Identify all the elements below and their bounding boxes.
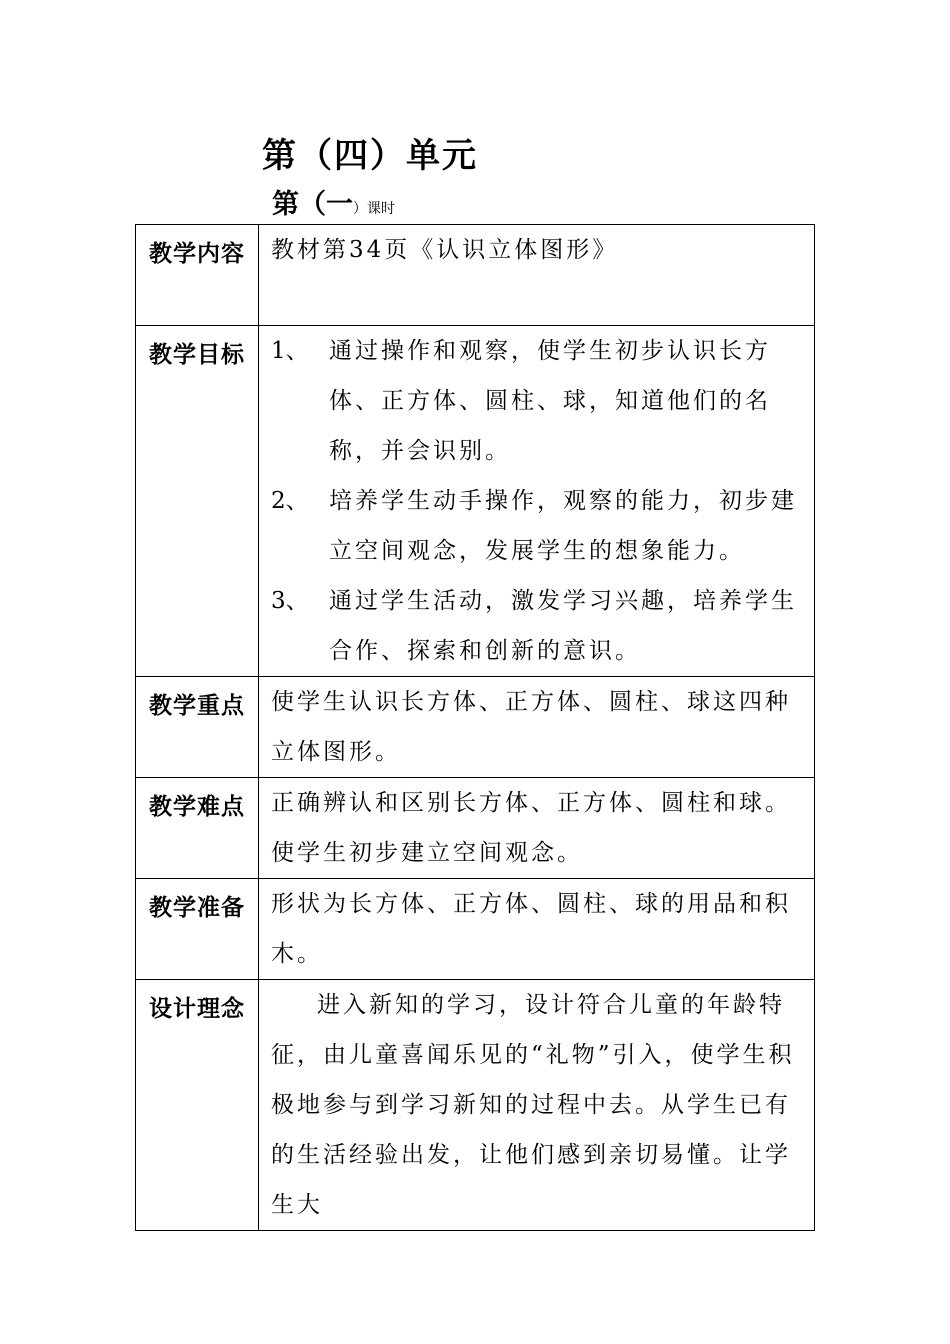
row-content: 进入新知的学习，设计符合儿童的年龄特征，由儿童喜闻乐见的“礼物”引入，使学生积极地参与到学习新知的过程中去。从学生已有的生活经验出发，让他们感到亲切易懂。让学生大 xyxy=(259,980,815,1231)
row-label: 教学重点 xyxy=(136,677,259,778)
row-label: 教学目标 xyxy=(136,326,259,677)
goal-text: 通过操作和观察，使学生初步认识长方体、正方体、圆柱、球，知道他们的名称，并会识别。 xyxy=(329,338,771,464)
goal-number: 1、 xyxy=(271,338,309,364)
goal-item xyxy=(271,476,806,576)
goal-text: 培养学生动手操作，观察的能力，初步建立空间观念，发展学生的想象能力。 xyxy=(329,488,797,564)
table-row-goals xyxy=(136,326,815,677)
row-content: 正确辨认和区别长方体、正方体、圆柱和球。使学生初步建立空间观念。 xyxy=(259,778,815,879)
table-row-preparation xyxy=(136,879,815,980)
row-content: 教材第34页《认识立体图形》 xyxy=(259,225,815,326)
table-row-key-points xyxy=(136,677,815,778)
lesson-title-suffix: ）课时 xyxy=(353,201,395,217)
row-content: 使学生认识长方体、正方体、圆柱、球这四种立体图形。 xyxy=(259,677,815,778)
goal-item xyxy=(271,326,806,476)
row-content: 形状为长方体、正方体、圆柱、球的用品和积木。 xyxy=(259,879,815,980)
row-label: 教学难点 xyxy=(136,778,259,879)
lesson-plan-table xyxy=(135,224,815,1231)
lesson-title xyxy=(272,182,395,221)
table-row-content xyxy=(136,225,815,326)
goal-item xyxy=(271,576,806,676)
unit-title: 第（四）单元 xyxy=(262,136,478,176)
row-label: 教学准备 xyxy=(136,879,259,980)
table-row-difficulties xyxy=(136,778,815,879)
row-label: 教学内容 xyxy=(136,225,259,326)
goals-list xyxy=(259,326,815,677)
goal-number: 3、 xyxy=(271,588,309,614)
goal-number: 2、 xyxy=(271,488,309,514)
table-row-design xyxy=(136,980,815,1231)
row-label: 设计理念 xyxy=(136,980,259,1231)
lesson-title-main: 第（一 xyxy=(272,189,353,220)
goal-text: 通过学生活动，激发学习兴趣，培养学生合作、探索和创新的意识。 xyxy=(329,588,797,664)
